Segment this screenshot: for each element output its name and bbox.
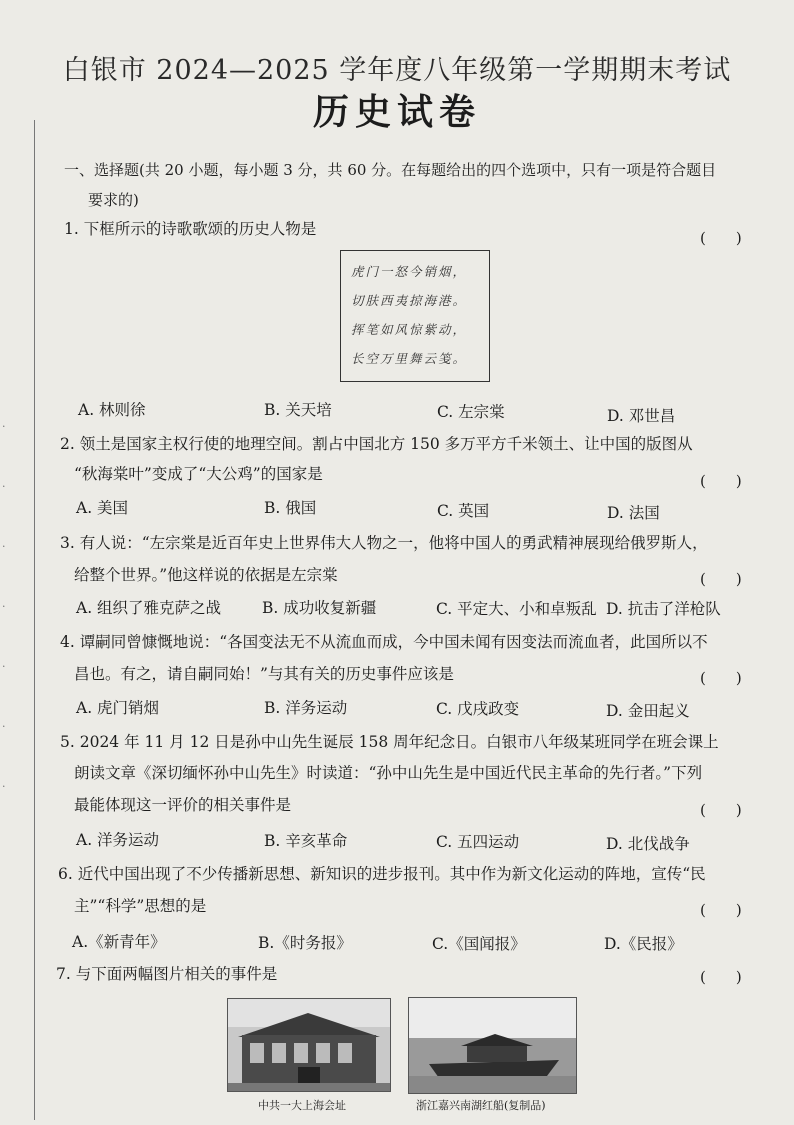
- boat-image: [409, 998, 576, 1093]
- exam-subject-title: 历史试卷: [312, 91, 481, 133]
- q5-option-c: C. 五四运动: [436, 833, 520, 851]
- q6-option-c: C.《国闻报》: [432, 935, 526, 953]
- q3-option-b: B. 成功收复新疆: [262, 599, 377, 617]
- q7-caption-1: 中共一大上海会址: [258, 1099, 346, 1112]
- q1-option-c: C. 左宗棠: [437, 403, 505, 421]
- q7-caption-2: 浙江嘉兴南湖红船(复制品): [416, 1099, 546, 1112]
- q5-option-b: B. 辛亥革命: [264, 832, 348, 850]
- q1-option-d: D. 邓世昌: [607, 407, 676, 425]
- q7-photo-red-boat: [408, 997, 577, 1094]
- poem-line-1: 虎门一怒今销烟，: [351, 264, 468, 279]
- q7-answer-blank: ( ): [700, 968, 742, 986]
- q4-option-a: A. 虎门销烟: [76, 699, 160, 717]
- q2-option-b: B. 俄国: [264, 499, 317, 517]
- q3-option-c: C. 平定大、小和卓叛乱: [436, 600, 597, 618]
- q5-option-a: A. 洋务运动: [76, 831, 160, 849]
- q4-stem-line-1: 4. 谭嗣同曾慷慨地说：“各国变法无不从流血而成，今中国未闻有因变法而流血者，此国所以不: [60, 633, 708, 651]
- q1-option-a: A. 林则徐: [78, 401, 146, 419]
- section-line-2: 要求的): [88, 191, 139, 209]
- q3-stem-line-1: 3. 有人说：“左宗棠是近百年史上世界伟大人物之一，他将中国人的勇武精神展现给俄罗斯人，: [60, 534, 708, 552]
- q2-option-c: C. 英国: [437, 502, 490, 520]
- q6-answer-blank: ( ): [700, 901, 742, 919]
- q2-stem-line-2: “秋海棠叶”变成了“大公鸡”的国家是: [74, 465, 323, 483]
- q4-stem-line-2: 昌也。有之，请自嗣同始！”与其有关的历史事件应该是: [74, 665, 454, 683]
- q1-stem: 1. 下框所示的诗歌歌颂的历史人物是: [64, 220, 317, 238]
- section-line-1: 一、选择题(共 20 小题，每小题 3 分，共 60 分。在每题给出的四个选项中，只有一项是符合题目: [64, 161, 717, 179]
- q4-option-d: D. 金田起义: [606, 702, 690, 720]
- q5-stem-line-2: 朗读文章《深切缅怀孙中山先生》时读道：“孙中山先生是中国近代民主革命的先行者。”下列: [74, 764, 703, 782]
- q3-stem-line-2: 给整个世界。”他这样说的依据是左宗棠: [74, 566, 338, 584]
- q3-answer-blank: ( ): [700, 570, 742, 588]
- q4-answer-blank: ( ): [700, 669, 742, 687]
- q6-option-d: D.《民报》: [604, 935, 683, 953]
- poem-line-3: 挥笔如风惊紫动，: [351, 322, 468, 337]
- binding-margin-marks: · · · · · · ·: [2, 420, 6, 793]
- q3-option-d: D. 抗击了洋枪队: [606, 600, 721, 618]
- q3-option-a: A. 组织了雅克萨之战: [76, 599, 222, 617]
- q7-photo-meeting-site: [227, 998, 391, 1092]
- building-image: [228, 999, 390, 1091]
- q1-poem-box: [340, 250, 490, 382]
- q6-stem-line-2: 主”“科学”思想的是: [74, 897, 207, 915]
- q6-stem-line-1: 6. 近代中国出现了不少传播新思想、新知识的进步报刊。其中作为新文化运动的阵地，宣传“民: [58, 865, 706, 883]
- q6-option-b: B.《时务报》: [258, 934, 352, 952]
- q5-option-d: D. 北伐战争: [606, 835, 690, 853]
- exam-title: 白银市 2024—2025 学年度八年级第一学期期末考试: [62, 55, 732, 86]
- q2-option-a: A. 美国: [76, 499, 129, 517]
- q2-stem-line-1: 2. 领土是国家主权行使的地理空间。割占中国北方 150 多万平方千米领土、让中国的版图从: [60, 435, 693, 453]
- q1-option-b: B. 关天培: [264, 401, 332, 419]
- q6-option-a: A.《新青年》: [72, 933, 166, 951]
- poem-line-2: 切肤西夷掠海港。: [351, 293, 468, 308]
- section-instructions: [64, 155, 754, 215]
- q5-stem-line-1: 5. 2024 年 11 月 12 日是孙中山先生诞辰 158 周年纪念日。白银市八年级某班同学在班会课上: [60, 733, 719, 751]
- q1-answer-blank: ( ): [700, 229, 742, 247]
- q2-answer-blank: ( ): [700, 472, 742, 490]
- q5-stem-line-3: 最能体现这一评价的相关事件是: [74, 796, 292, 814]
- poem-line-4: 长空万里舞云笺。: [351, 351, 468, 366]
- q5-answer-blank: ( ): [700, 801, 742, 819]
- binding-line: [34, 120, 35, 1120]
- q7-stem: 7. 与下面两幅图片相关的事件是: [56, 965, 278, 983]
- q2-option-d: D. 法国: [607, 504, 660, 522]
- q4-option-b: B. 洋务运动: [264, 699, 348, 717]
- q4-option-c: C. 戊戌政变: [436, 700, 520, 718]
